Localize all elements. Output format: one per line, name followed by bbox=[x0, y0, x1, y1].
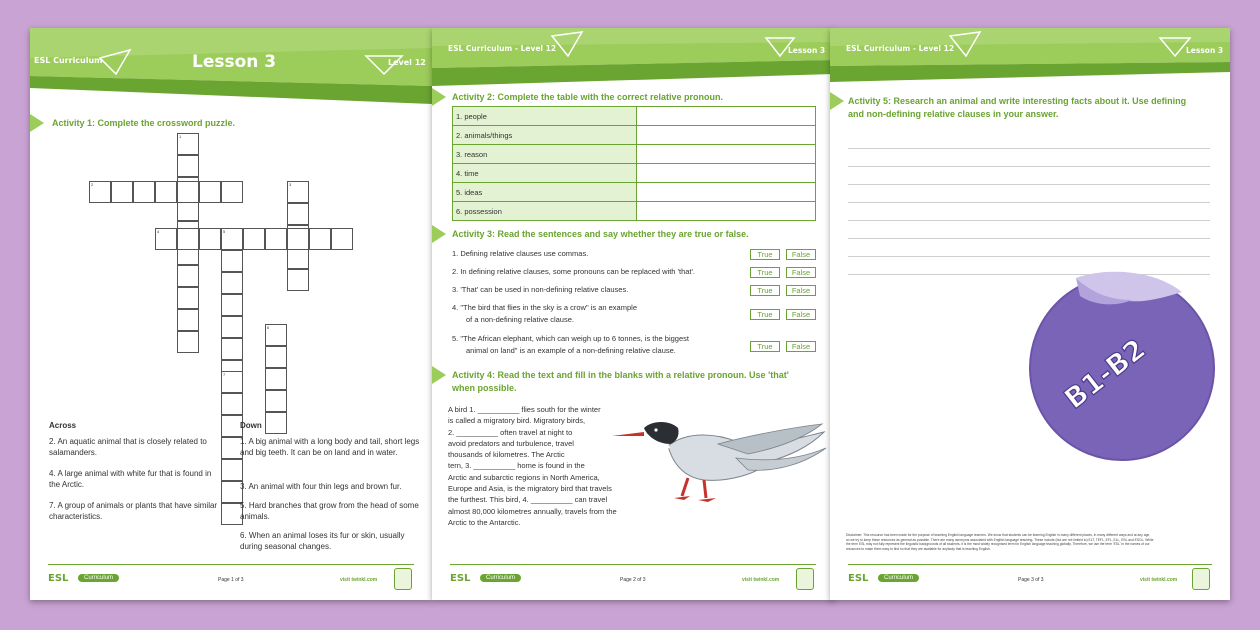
header-curriculum-level: ESL Curriculum - Level 12 bbox=[846, 44, 955, 53]
table-row-label: 4. time bbox=[453, 164, 637, 183]
crossword-cell[interactable] bbox=[287, 269, 309, 291]
crossword-cell[interactable] bbox=[177, 228, 199, 250]
crossword-cell[interactable] bbox=[221, 228, 243, 250]
crossword-cell[interactable] bbox=[243, 228, 265, 250]
crossword-cell[interactable] bbox=[133, 181, 155, 203]
disclaimer bbox=[846, 533, 1214, 551]
crossword-cell[interactable] bbox=[199, 228, 221, 250]
statement-text: 2. In defining relative clauses, some pronouns can be replaced with 'that'. bbox=[452, 267, 696, 276]
page-2-footer bbox=[450, 564, 816, 592]
true-button[interactable]: True bbox=[750, 309, 780, 320]
crossword-cell[interactable] bbox=[221, 371, 243, 393]
page-number: Page 3 of 3 bbox=[1018, 577, 1044, 583]
crossword-cell[interactable] bbox=[155, 228, 177, 250]
crossword-cell[interactable] bbox=[177, 181, 199, 203]
relative-pronoun-table bbox=[452, 106, 816, 221]
disclaimer-line: Disclaimer: This resource has been made for the purpose of teaching English language learners. We know that students can be learning English in many different places, in many different ways and at any age, bbox=[846, 533, 1151, 537]
worksheet-page-3 bbox=[830, 28, 1230, 600]
down-clue: 1. A big animal with a long body and tail, short legs and big teeth. It can be on land and in water. bbox=[240, 437, 420, 457]
table-row bbox=[453, 107, 816, 126]
writing-line[interactable] bbox=[848, 166, 1210, 167]
passage-line: tern, 3. __________ home is found in the bbox=[448, 461, 585, 471]
activity-2-heading: Activity 2: Complete the table with the correct relative pronoun. bbox=[452, 92, 724, 102]
crossword-cell[interactable] bbox=[265, 390, 287, 412]
crossword-cell[interactable] bbox=[199, 181, 221, 203]
statement-text-continued: animal on land" is an example of a non-defining relative clause. bbox=[466, 346, 676, 355]
statement-text: 5. "The African elephant, which can weigh up to 6 tonnes, is the biggest bbox=[452, 334, 689, 343]
disclaimer-line: so we try to keep these resources as general as possible. There are many acronyms associated with English language teaching. These include (but are not limited to) ELT, TEFL, EFL, ELL, ESL and ESOL. While bbox=[846, 537, 1154, 542]
activity-4-heading: Activity 4: Read the text and fill in the blanks with a relative pronoun. Use 'that' bbox=[452, 370, 789, 380]
table-row-label: 5. ideas bbox=[453, 183, 637, 202]
activity-arrow-icon bbox=[432, 225, 446, 243]
activity-1-heading: Activity 1: Complete the crossword puzzle. bbox=[52, 118, 236, 128]
true-button[interactable]: True bbox=[750, 285, 780, 296]
table-row-label: 6. possession bbox=[453, 202, 637, 221]
table-row bbox=[453, 126, 816, 145]
disclaimer-line: the term ESL may not fully represent the linguistic backgrounds of all students, it is the most widely recognised term for English language teaching globally. Therefore, we use the term 'ESL' in the names of our bbox=[846, 542, 1150, 546]
passage-line: almost 80,000 kilometres annually, travels from the bbox=[448, 506, 617, 516]
footer-link[interactable]: visit twinkl.com bbox=[1140, 577, 1178, 583]
across-clue: 7. A group of animals or plants that have similar characteristics. bbox=[49, 501, 218, 521]
crossword-clue-number: 5 bbox=[223, 229, 226, 234]
crossword-cell[interactable] bbox=[287, 247, 309, 269]
false-button[interactable]: False bbox=[786, 267, 816, 278]
crossword-clue-number: 4 bbox=[157, 229, 160, 234]
esl-logo: ESL bbox=[848, 573, 869, 584]
passage-line: A bird 1. __________ flies south for the winter bbox=[448, 405, 601, 414]
crossword-cell[interactable] bbox=[265, 324, 287, 346]
header-curriculum-level: ESL Curriculum - Level 12 bbox=[448, 44, 557, 53]
page-number: Page 1 of 3 bbox=[218, 577, 244, 583]
crossword-cell[interactable] bbox=[177, 309, 199, 331]
crossword-clue-number: 3 bbox=[289, 182, 292, 187]
level-sticker-text: B1-B2 bbox=[1057, 332, 1152, 416]
table-row-label: 2. animals/things bbox=[453, 126, 637, 145]
passage-line: Arctic and subarctic regions in North America, bbox=[448, 472, 600, 482]
across-clue: 2. An aquatic animal that is closely related to salamanders. bbox=[49, 437, 207, 457]
writing-line[interactable] bbox=[848, 256, 1210, 257]
crossword-clue-number: 7 bbox=[223, 372, 226, 377]
writing-line[interactable] bbox=[848, 220, 1210, 221]
table-row-label: 1. people bbox=[453, 107, 637, 126]
crossword-cell[interactable] bbox=[265, 368, 287, 390]
footer-link[interactable]: visit twinkl.com bbox=[340, 577, 378, 583]
down-clue: 5. Hard branches that grow from the head of some animals. bbox=[240, 501, 419, 521]
crossword-cell[interactable] bbox=[177, 155, 199, 177]
crossword-cell[interactable] bbox=[221, 338, 243, 360]
crossword-cell[interactable] bbox=[287, 181, 309, 203]
false-button[interactable]: False bbox=[786, 249, 816, 260]
activity-arrow-icon bbox=[432, 366, 446, 384]
crossword-cell[interactable] bbox=[177, 287, 199, 309]
lesson-title: Lesson 3 bbox=[192, 52, 277, 72]
crossword-cell[interactable] bbox=[89, 181, 111, 203]
level-sticker bbox=[1012, 268, 1230, 468]
statement-text: 3. 'That' can be used in non-defining relative clauses. bbox=[452, 285, 629, 294]
passage-line: the furthest. This bird, 4. __________ can travel bbox=[448, 495, 608, 505]
esl-logo: ESL bbox=[48, 573, 69, 584]
answer-cell[interactable] bbox=[637, 145, 816, 164]
twinkl-badge-icon bbox=[796, 568, 814, 590]
curriculum-pill: Curriculum bbox=[78, 574, 119, 582]
answer-cell[interactable] bbox=[637, 202, 816, 221]
crossword-cell[interactable] bbox=[221, 459, 243, 481]
disclaimer-line: resources to make them easy to find so that they are available for anybody that is teaching English. bbox=[846, 546, 991, 551]
across-heading: Across bbox=[49, 421, 77, 430]
passage-line: thousands of kilometres. The Arctic bbox=[448, 450, 565, 460]
crossword-cell[interactable] bbox=[177, 331, 199, 353]
down-clue: 3. An animal with four thin legs and brown fur. bbox=[240, 482, 402, 491]
twinkl-badge-icon bbox=[1192, 568, 1210, 590]
statement-text: 1. Defining relative clauses use commas. bbox=[452, 249, 589, 258]
crossword-cell[interactable] bbox=[265, 412, 287, 434]
false-button[interactable]: False bbox=[786, 341, 816, 352]
crossword-cell[interactable] bbox=[111, 181, 133, 203]
curriculum-pill: Curriculum bbox=[878, 574, 919, 582]
footer-link[interactable]: visit twinkl.com bbox=[742, 577, 780, 583]
answer-cell[interactable] bbox=[637, 107, 816, 126]
crossword-clue-number: 2 bbox=[91, 182, 94, 187]
writing-line[interactable] bbox=[848, 184, 1210, 185]
statement-text: 4. "The bird that flies in the sky is a crow" is an example bbox=[452, 303, 637, 312]
crossword-cell[interactable] bbox=[221, 294, 243, 316]
crossword-cell[interactable] bbox=[221, 393, 243, 415]
activity-5-heading-continued: and non-defining relative clauses in your answer. bbox=[848, 109, 1059, 119]
curriculum-label: ESL Curriculum bbox=[34, 56, 103, 65]
down-clue: 6. When an animal loses its fur or skin, usually during seasonal changes. bbox=[240, 531, 405, 551]
passage-line: avoid predators and turbulence, travel bbox=[448, 438, 574, 448]
page-3-header-banner bbox=[830, 28, 1230, 104]
answer-cell[interactable] bbox=[637, 183, 816, 202]
crossword-cell[interactable] bbox=[331, 228, 353, 250]
table-row bbox=[453, 183, 816, 202]
activity-4-heading-continued: when possible. bbox=[452, 383, 517, 393]
across-clue: 4. A large animal with white fur that is found in the Arctic. bbox=[49, 469, 212, 489]
activity-arrow-icon bbox=[830, 92, 844, 110]
table-row bbox=[453, 164, 816, 183]
table-row bbox=[453, 145, 816, 164]
activity-arrow-icon bbox=[432, 88, 446, 106]
activity-5-heading: Activity 5: Research an animal and write interesting facts about it. Use defining bbox=[848, 96, 1187, 106]
worksheet-page-1 bbox=[30, 28, 432, 600]
crossword-cell[interactable] bbox=[221, 250, 243, 272]
crossword-cell[interactable] bbox=[221, 181, 243, 203]
crossword-cell[interactable] bbox=[177, 265, 199, 287]
writing-line[interactable] bbox=[848, 238, 1210, 239]
true-button[interactable]: True bbox=[750, 341, 780, 352]
crossword-cell[interactable] bbox=[221, 272, 243, 294]
crossword-cell[interactable] bbox=[221, 316, 243, 338]
passage-line: Arctic to the Antarctic. bbox=[448, 517, 521, 527]
crossword-cell[interactable] bbox=[309, 228, 331, 250]
crossword-clue-number: 6 bbox=[267, 325, 270, 330]
page-number: Page 2 of 3 bbox=[620, 577, 646, 583]
table-row bbox=[453, 202, 816, 221]
writing-line[interactable] bbox=[848, 202, 1210, 203]
page-1-header-banner bbox=[30, 28, 432, 104]
esl-logo: ESL bbox=[450, 573, 471, 584]
crossword-cell[interactable] bbox=[265, 228, 287, 250]
activity-3-heading: Activity 3: Read the sentences and say whether they are true or false. bbox=[452, 229, 749, 239]
crossword-cell[interactable] bbox=[155, 181, 177, 203]
table-row-label: 3. reason bbox=[453, 145, 637, 164]
false-button[interactable]: False bbox=[786, 309, 816, 320]
answer-cell[interactable] bbox=[637, 126, 816, 145]
twinkl-badge-icon bbox=[394, 568, 412, 590]
crossword-cell[interactable] bbox=[287, 228, 309, 250]
crossword-clue-number: 1 bbox=[179, 134, 182, 139]
crossword-cell[interactable] bbox=[177, 133, 199, 155]
answer-cell[interactable] bbox=[637, 164, 816, 183]
passage-line: is called a migratory bird. Migratory birds, bbox=[448, 416, 586, 426]
true-button[interactable]: True bbox=[750, 249, 780, 260]
down-heading: Down bbox=[240, 421, 262, 430]
passage-line: Europe and Asia, is the migratory bird that travels bbox=[448, 484, 612, 494]
header-background bbox=[830, 28, 1230, 104]
header-lesson: Lesson 3 bbox=[788, 46, 826, 55]
true-button[interactable]: True bbox=[750, 267, 780, 278]
header-lesson: Lesson 3 bbox=[1186, 46, 1224, 55]
crossword-cell[interactable] bbox=[287, 203, 309, 225]
statement-text-continued: of a non-defining relative clause. bbox=[466, 315, 574, 324]
page-1-footer bbox=[48, 564, 414, 592]
worksheet-page-2 bbox=[432, 28, 834, 600]
passage-line: 2. __________ often travel at night to bbox=[448, 427, 573, 437]
activity-arrow-icon bbox=[30, 114, 44, 132]
writing-line[interactable] bbox=[848, 148, 1210, 149]
curriculum-pill: Curriculum bbox=[480, 574, 521, 582]
page-3-footer bbox=[848, 564, 1212, 592]
crossword-cell[interactable] bbox=[265, 346, 287, 368]
level-label: Level 12 bbox=[388, 58, 426, 67]
arctic-tern-illustration bbox=[608, 408, 828, 508]
false-button[interactable]: False bbox=[786, 285, 816, 296]
